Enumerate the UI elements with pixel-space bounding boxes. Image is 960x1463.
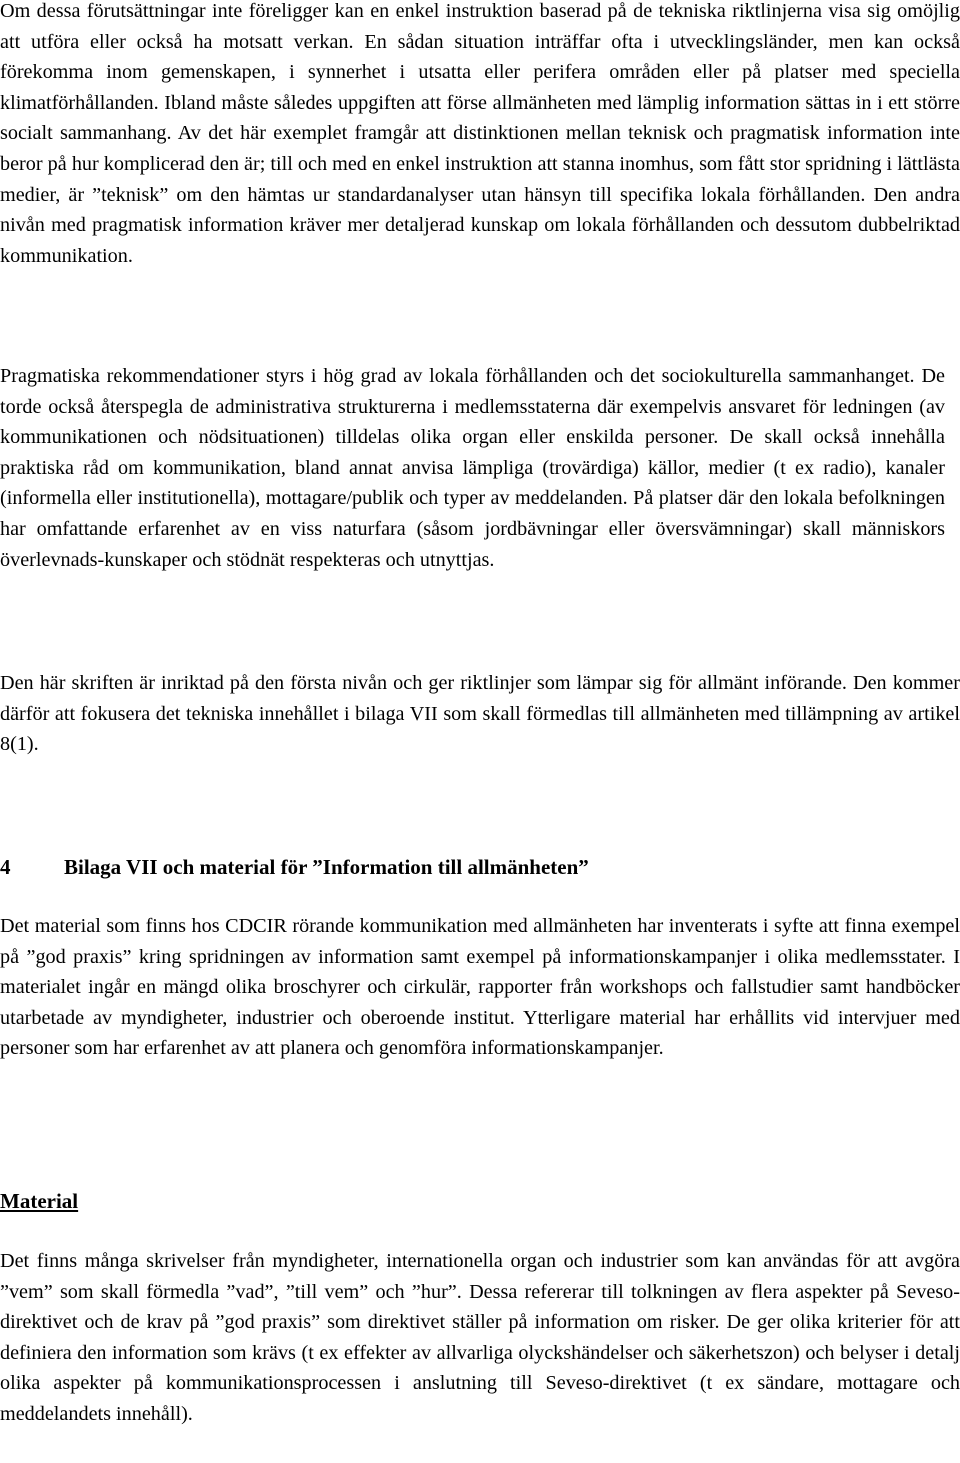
body-paragraph: Om dessa förutsättningar inte föreligger kan en enkel instruktion baserad på de tekniska riktlinjerna visa sig omöjlig att utföra eller också ha motsatt verkan. En sådan situation inträffar ofta i utvecklingsländer, men kan också förekomma inom gemenskapen, i synnerhet i utsatta eller perifera områden eller på platser med speciella klimatförhållanden. Ibland måste således uppgiften att förse allmänheten med lämplig information sättas in i ett större socialt sammanhang. Av det här exemplet framgår att distinktionen mellan teknisk och pragmatisk information inte beror på hur komplicerad den är; till och med en enkel instruktion att stanna inomhus, som fått stor spridning i lättlästa medier, är ”teknisk” om den hämtas ur standardanalyser utan hänsyn till specifika lokala förhållanden. Den andra nivån med pragmatisk information kräver mer detaljerad kunskap om lokala förhållanden och dessutom dubbelriktad kommunikation. <box>0 0 960 267</box>
section-heading <box>0 852 589 882</box>
subsection-heading: Material <box>0 1189 79 1213</box>
body-paragraph: Den här skriften är inriktad på den första nivån och ger riktlinjer som lämpar sig för allmänt införande. Den kommer därför att fokusera det tekniska innehållet i bilaga VII som skall förmedlas till allmänheten med tillämpning av artikel 8(1). <box>0 672 960 756</box>
section-number: 4 <box>0 855 11 879</box>
section-title: Bilaga VII och material för ”Information till allmänheten” <box>64 855 589 879</box>
body-paragraph: Det finns många skrivelser från myndigheter, internationella organ och industrier som kan användas för att avgöra ”vem” som skall förmedla ”vad”, ”till vem” och ”hur”. Dessa refererar till tolkningen av flera aspekter på Seveso-direktivet och de krav på ”god praxis” som direktivet ställer på information om risker. De ger olika kriterier för att definiera den information som krävs (t ex effekter av allvarliga olyckshändelser och säkerhetszon) och belyser i detalj olika aspekter på kommunikationsprocessen i anslutning till Seveso-direktivet (t ex sändare, mottagare och meddelandets innehåll). <box>0 1250 960 1425</box>
body-paragraph: Pragmatiska rekommendationer styrs i hög grad av lokala förhållanden och det sociokulturella sammanhanget. De torde också återspegla de administrativa strukturerna i medlemsstaterna där exempelvis ansvaret för ledningen (av kommunikationen och nödsituationen) tilldelas olika organ eller enskilda personer. De skall också innehålla praktiska råd om kommunikation, bland annat anvisa lämpliga (trovärdiga) källor, medier (t ex radio), kanaler (informella eller institutionella), mottagare/publik och typer av meddelanden. På platser där den lokala befolkningen har omfattande erfarenhet av en viss naturfara (såsom jordbävningar eller översvämningar) skall människors överlevnads-kunskaper och stödnät respekteras och utnyttjas. <box>0 365 945 571</box>
body-paragraph: Det material som finns hos CDCIR rörande kommunikation med allmänheten har inventerats i syfte att finna exempel på ”god praxis” kring spridningen av information samt exempel på informationskampanjer i olika medlemsstater. I materialet ingår en mängd olika broschyrer och cirkulär, rapporter från workshops och fallstudier samt handböcker utarbetade av myndigheter, industrier och oberoende institut. Ytterligare material har erhållits vid intervjuer med personer som har erfarenhet av att planera och genomföra informationskampanjer. <box>0 915 960 1060</box>
